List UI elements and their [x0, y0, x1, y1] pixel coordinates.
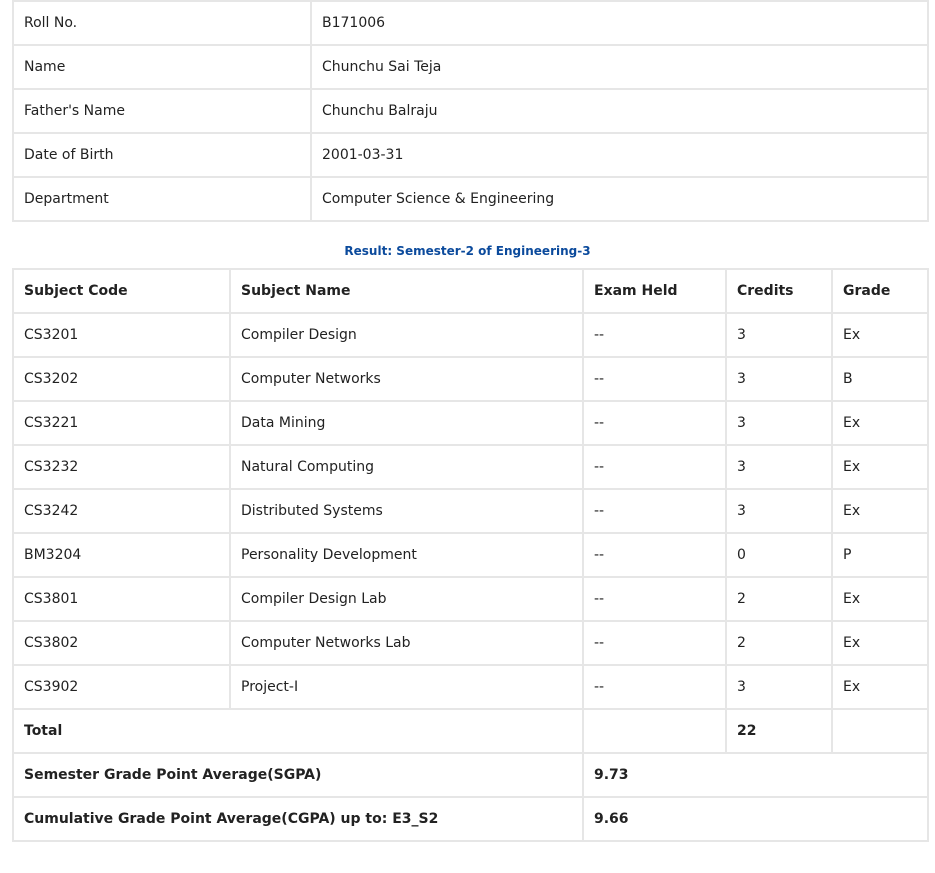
credits: 3 — [726, 313, 832, 357]
total-exam-empty — [583, 709, 726, 753]
subject-row — [13, 665, 928, 709]
credits: 3 — [726, 665, 832, 709]
subject-row — [13, 357, 928, 401]
subject-code: CS3902 — [13, 665, 230, 709]
student-info-label: Department — [13, 177, 311, 221]
subject-code: CS3242 — [13, 489, 230, 533]
cgpa-label: Cumulative Grade Point Average(CGPA) up to: E3_S2 — [13, 797, 583, 841]
result-title: Result: Semester-2 of Engineering-3 — [344, 244, 591, 258]
grade: Ex — [832, 577, 928, 621]
subject-code: BM3204 — [13, 533, 230, 577]
grade: Ex — [832, 621, 928, 665]
student-info-label: Father's Name — [13, 89, 311, 133]
result-header-row — [13, 269, 928, 313]
subject-name: Personality Development — [230, 533, 583, 577]
header-exam-held: Exam Held — [583, 269, 726, 313]
grade: Ex — [832, 489, 928, 533]
grade: B — [832, 357, 928, 401]
student-info-body — [13, 1, 928, 221]
credits: 0 — [726, 533, 832, 577]
exam-held: -- — [583, 489, 726, 533]
student-info-row — [13, 1, 928, 45]
exam-held: -- — [583, 401, 726, 445]
exam-held: -- — [583, 533, 726, 577]
exam-held: -- — [583, 621, 726, 665]
student-info-table — [12, 0, 929, 222]
subject-row — [13, 313, 928, 357]
credits: 2 — [726, 577, 832, 621]
student-info-row — [13, 133, 928, 177]
result-body — [13, 313, 928, 709]
subject-code: CS3232 — [13, 445, 230, 489]
total-label: Total — [13, 709, 583, 753]
credits: 3 — [726, 401, 832, 445]
sgpa-value: 9.73 — [583, 753, 928, 797]
sgpa-label: Semester Grade Point Average(SGPA) — [13, 753, 583, 797]
student-info-label: Date of Birth — [13, 133, 311, 177]
credits: 2 — [726, 621, 832, 665]
subject-name: Natural Computing — [230, 445, 583, 489]
grade: P — [832, 533, 928, 577]
student-info-label: Name — [13, 45, 311, 89]
exam-held: -- — [583, 357, 726, 401]
student-info-row — [13, 177, 928, 221]
subject-code: CS3201 — [13, 313, 230, 357]
sgpa-row — [13, 753, 928, 797]
grade: Ex — [832, 313, 928, 357]
credits: 3 — [726, 445, 832, 489]
subject-code: CS3202 — [13, 357, 230, 401]
header-credits: Credits — [726, 269, 832, 313]
subject-row — [13, 401, 928, 445]
exam-held: -- — [583, 665, 726, 709]
subject-code: CS3801 — [13, 577, 230, 621]
exam-held: -- — [583, 577, 726, 621]
total-row — [13, 709, 928, 753]
credits: 3 — [726, 489, 832, 533]
grade: Ex — [832, 665, 928, 709]
exam-held: -- — [583, 445, 726, 489]
subject-name: Project-I — [230, 665, 583, 709]
total-grade-empty — [832, 709, 928, 753]
subject-row — [13, 533, 928, 577]
cgpa-row — [13, 797, 928, 841]
cgpa-value: 9.66 — [583, 797, 928, 841]
result-table — [12, 268, 929, 842]
subject-code: CS3221 — [13, 401, 230, 445]
subject-name: Data Mining — [230, 401, 583, 445]
header-subject-name: Subject Name — [230, 269, 583, 313]
credits: 3 — [726, 357, 832, 401]
student-info-label: Roll No. — [13, 1, 311, 45]
subject-row — [13, 621, 928, 665]
subject-row — [13, 489, 928, 533]
student-info-value: Chunchu Balraju — [311, 89, 928, 133]
subject-row — [13, 445, 928, 489]
subject-row — [13, 577, 928, 621]
grade: Ex — [832, 401, 928, 445]
student-info-value: 2001-03-31 — [311, 133, 928, 177]
student-info-row — [13, 45, 928, 89]
subject-name: Compiler Design Lab — [230, 577, 583, 621]
total-credits: 22 — [726, 709, 832, 753]
subject-name: Compiler Design — [230, 313, 583, 357]
header-grade: Grade — [832, 269, 928, 313]
subject-name: Distributed Systems — [230, 489, 583, 533]
subject-name: Computer Networks Lab — [230, 621, 583, 665]
exam-held: -- — [583, 313, 726, 357]
header-subject-code: Subject Code — [13, 269, 230, 313]
student-info-value: Computer Science & Engineering — [311, 177, 928, 221]
student-info-value: Chunchu Sai Teja — [311, 45, 928, 89]
student-info-row — [13, 89, 928, 133]
subject-code: CS3802 — [13, 621, 230, 665]
grade: Ex — [832, 445, 928, 489]
subject-name: Computer Networks — [230, 357, 583, 401]
student-info-value: B171006 — [311, 1, 928, 45]
